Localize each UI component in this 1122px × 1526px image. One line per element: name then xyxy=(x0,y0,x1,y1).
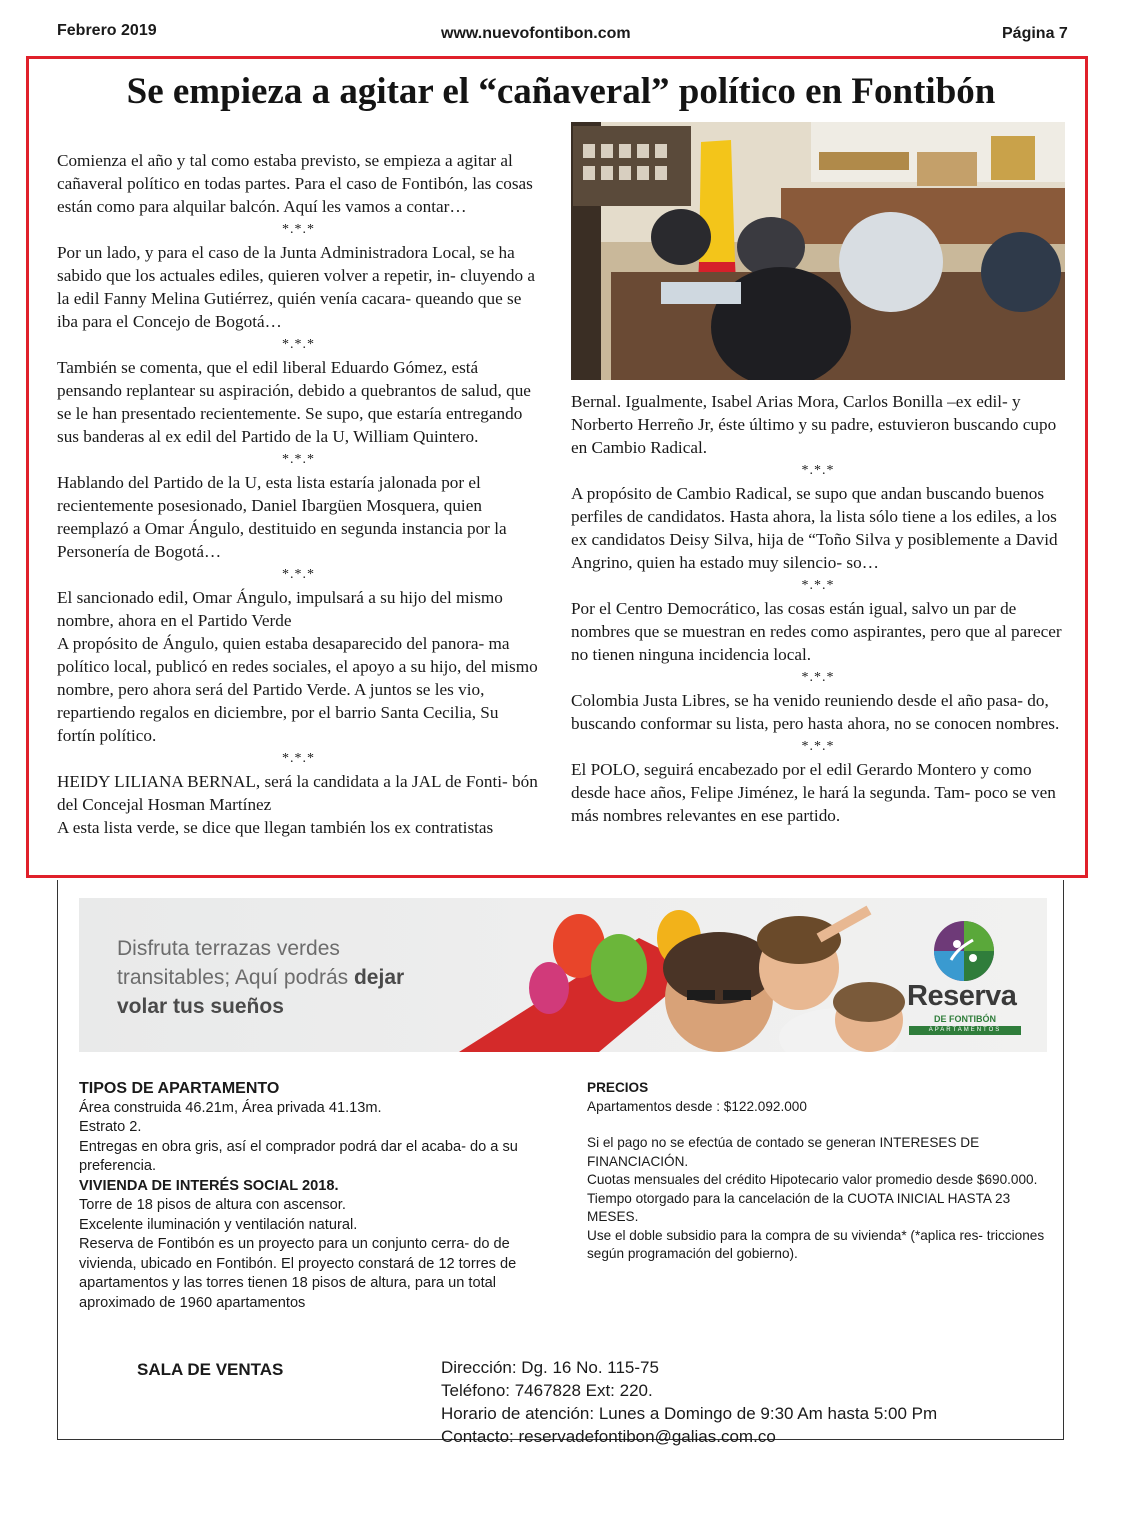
banner-slogan xyxy=(117,934,404,1021)
article-paragraph: El POLO, seguirá encabezado por el edil Gerardo Montero y como desde hace años, Felipe Jiménez, le hará la segunda. Tam- poco se ven más nombres relevantes en ese partido. xyxy=(571,760,1056,825)
banner-text-part: transitables; Aquí podrás xyxy=(117,966,354,989)
article-paragraph: Bernal. Igualmente, Isabel Arias Mora, Carlos Bonilla –ex edil- y Norberto Herreño Jr, éste último y su padre, estuvieron buscando cupo en Cambio Radical. xyxy=(571,392,1057,457)
contact-address: Dirección: Dg. 16 No. 115-75 xyxy=(441,1358,659,1377)
reserva-logo-icon xyxy=(933,920,995,982)
vis-line: Excelente iluminación y ventilación natural. xyxy=(79,1216,358,1233)
ad-tipos-section xyxy=(79,1079,549,1313)
contact-hours: Horario de atención: Lunes a Domingo de 9:30 Am hasta 5:00 Pm xyxy=(441,1404,938,1423)
website-url[interactable]: www.nuevofontibon.com xyxy=(441,25,631,42)
tipos-line: Área construida 46.21m, Área privada 41.13m. xyxy=(79,1099,382,1116)
precios-desde: Apartamentos desde : $122.092.000 xyxy=(587,1098,807,1114)
banner-line xyxy=(117,992,404,1021)
tipos-line: Estrato 2. xyxy=(79,1119,142,1135)
article-title: Se empieza a agitar el “cañaveral” político en Fontibón xyxy=(126,71,996,112)
article-right-column xyxy=(571,390,1065,827)
article-paragraph: También se comenta, que el edil liberal Eduardo Gómez, está pensando replantear su aspiración, debido a quebrantos de salud, que se le han presentado recientemente. Se supo, que estaría entregando sus banderas al ex edil del Partido de la U, William Quintero. xyxy=(57,358,531,446)
reserva-logo xyxy=(905,920,1023,1038)
article-paragraph: Por el Centro Democrático, las cosas están igual, salvo un par de nombres que se muestran en redes como aspirantes, pero que al parecer no tienen ninguna incidencia local. xyxy=(571,599,1062,664)
article-paragraph: A propósito de Ángulo, quien estaba desaparecido del panora- ma político local, publicó en redes sociales, el apoyo a su hijo, del mismo nombre, pero ahora será del Partido Verde. A juntos se les vio, repartiendo regalos en diciembre, por el barrio Santa Cecilia, Su fortín político. xyxy=(57,634,538,745)
logo-name: Reserva xyxy=(907,980,1017,1012)
contact-email[interactable]: Contacto: reservadefontibon@galias.com.co xyxy=(441,1427,776,1446)
article-paragraph: A esta lista verde, se dice que llegan también los ex contratistas xyxy=(57,818,494,837)
article-paragraph: Hablando del Partido de la U, esta lista estaría jalonada por el recientemente posesionado, Daniel Ibargüen Mosquera, quien reemplazó a Omar Ángulo, destituido en segunda instancia por la Personería de Bogotá… xyxy=(57,473,507,561)
sala-ventas-title: SALA DE VENTAS xyxy=(137,1360,284,1379)
banner-line: Disfruta terrazas verdes xyxy=(117,937,340,960)
council-meeting-photo xyxy=(571,122,1065,380)
logo-tag: APARTAMENTOS xyxy=(909,1026,1021,1035)
contact-phone[interactable]: Teléfono: 7467828 Ext: 220. xyxy=(441,1381,653,1400)
article-left-column xyxy=(57,149,540,839)
ad-precios-section xyxy=(587,1079,1057,1264)
banner-line xyxy=(117,963,404,992)
logo-sub: DE FONTIBÓN xyxy=(934,1014,996,1024)
section-separator: *.*.* xyxy=(282,567,315,582)
article-paragraph: A propósito de Cambio Radical, se supo que andan buscando buenos perfiles de candidatos. Hasta ahora, la lista sólo tiene a los ediles, a los ex candidatos Deisy Silva, hija de “Toño Silva y posiblemente a David Angrino, quien ha estado muy silencio- so… xyxy=(571,484,1058,572)
article-paragraph: Colombia Justa Libres, se ha venido reuniendo desde el año pasa- do, buscando conformar su lista, pero hasta ahora, no se conocen nombres. xyxy=(571,691,1060,733)
tipos-title: TIPOS DE APARTAMENTO xyxy=(79,1080,280,1097)
ad-banner xyxy=(79,898,1047,1052)
section-separator: *.*.* xyxy=(282,452,315,467)
precios-line: Use el doble subsidio para la compra de su vivienda* (*aplica res- tricciones según programación del gobierno). xyxy=(587,1227,1045,1261)
tipos-line: Entregas en obra gris, así el comprador podrá dar el acaba- do a su preferencia. xyxy=(79,1138,518,1174)
banner-text-bold: dejar xyxy=(353,966,405,989)
precios-line: Cuotas mensuales del crédito Hipotecario valor promedio desde $690.000. xyxy=(587,1172,1038,1187)
sala-ventas-contact xyxy=(441,1356,937,1448)
vis-line: Torre de 18 pisos de altura con ascensor. xyxy=(79,1197,346,1213)
precios-title: PRECIOS xyxy=(587,1080,649,1095)
section-separator: *.*.* xyxy=(282,337,315,352)
vis-line: Reserva de Fontibón es un proyecto para un conjunto cerra- do de vivienda, ubicado en Fontibón. El proyecto constará de 12 torres de apartamentos y las torres tienen 18 pisos de altura, para un total aproximado de 1960 apartamentos xyxy=(79,1236,517,1311)
article-paragraph: HEIDY LILIANA BERNAL, será la candidata a la JAL de Fonti- bón del Concejal Hosman Martínez xyxy=(57,772,538,814)
article-paragraph: Por un lado, y para el caso de la Junta Administradora Local, se ha sabido que los actuales ediles, quieren volver a repetir, in- cluyendo a la edil Fanny Melina Gutiérrez, quién venía cacara- queando que se iba para el Concejo de Bogotá… xyxy=(57,243,536,331)
section-separator: *.*.* xyxy=(282,751,315,766)
precios-line: Tiempo otorgado para la cancelación de la CUOTA INICIAL HASTA 23 MESES. xyxy=(587,1190,1011,1224)
section-separator: *.*.* xyxy=(282,222,315,237)
article-paragraph: Comienza el año y tal como estaba previsto, se empieza a agitar al cañaveral político en todas partes. Para el caso de Fontibón, las cosas están como para alquilar balcón. Aquí les vamos a contar… xyxy=(57,151,533,216)
spacer xyxy=(587,1116,1057,1134)
section-separator: *.*.* xyxy=(801,578,835,593)
section-separator: *.*.* xyxy=(801,739,835,754)
article-paragraph: El sancionado edil, Omar Ángulo, impulsará a su hijo del mismo nombre, ahora en el Partido Verde xyxy=(57,588,503,630)
section-separator: *.*.* xyxy=(801,670,835,685)
vis-title: VIVIENDA DE INTERÉS SOCIAL 2018. xyxy=(79,1177,339,1194)
section-separator: *.*.* xyxy=(801,463,835,478)
page-number: Página 7 xyxy=(1002,25,1068,42)
precios-line: Si el pago no se efectúa de contado se generan INTERESES DE FINANCIACIÓN. xyxy=(587,1135,980,1169)
banner-text-bold: volar tus sueños xyxy=(117,995,284,1018)
issue-date: Febrero 2019 xyxy=(57,22,157,39)
